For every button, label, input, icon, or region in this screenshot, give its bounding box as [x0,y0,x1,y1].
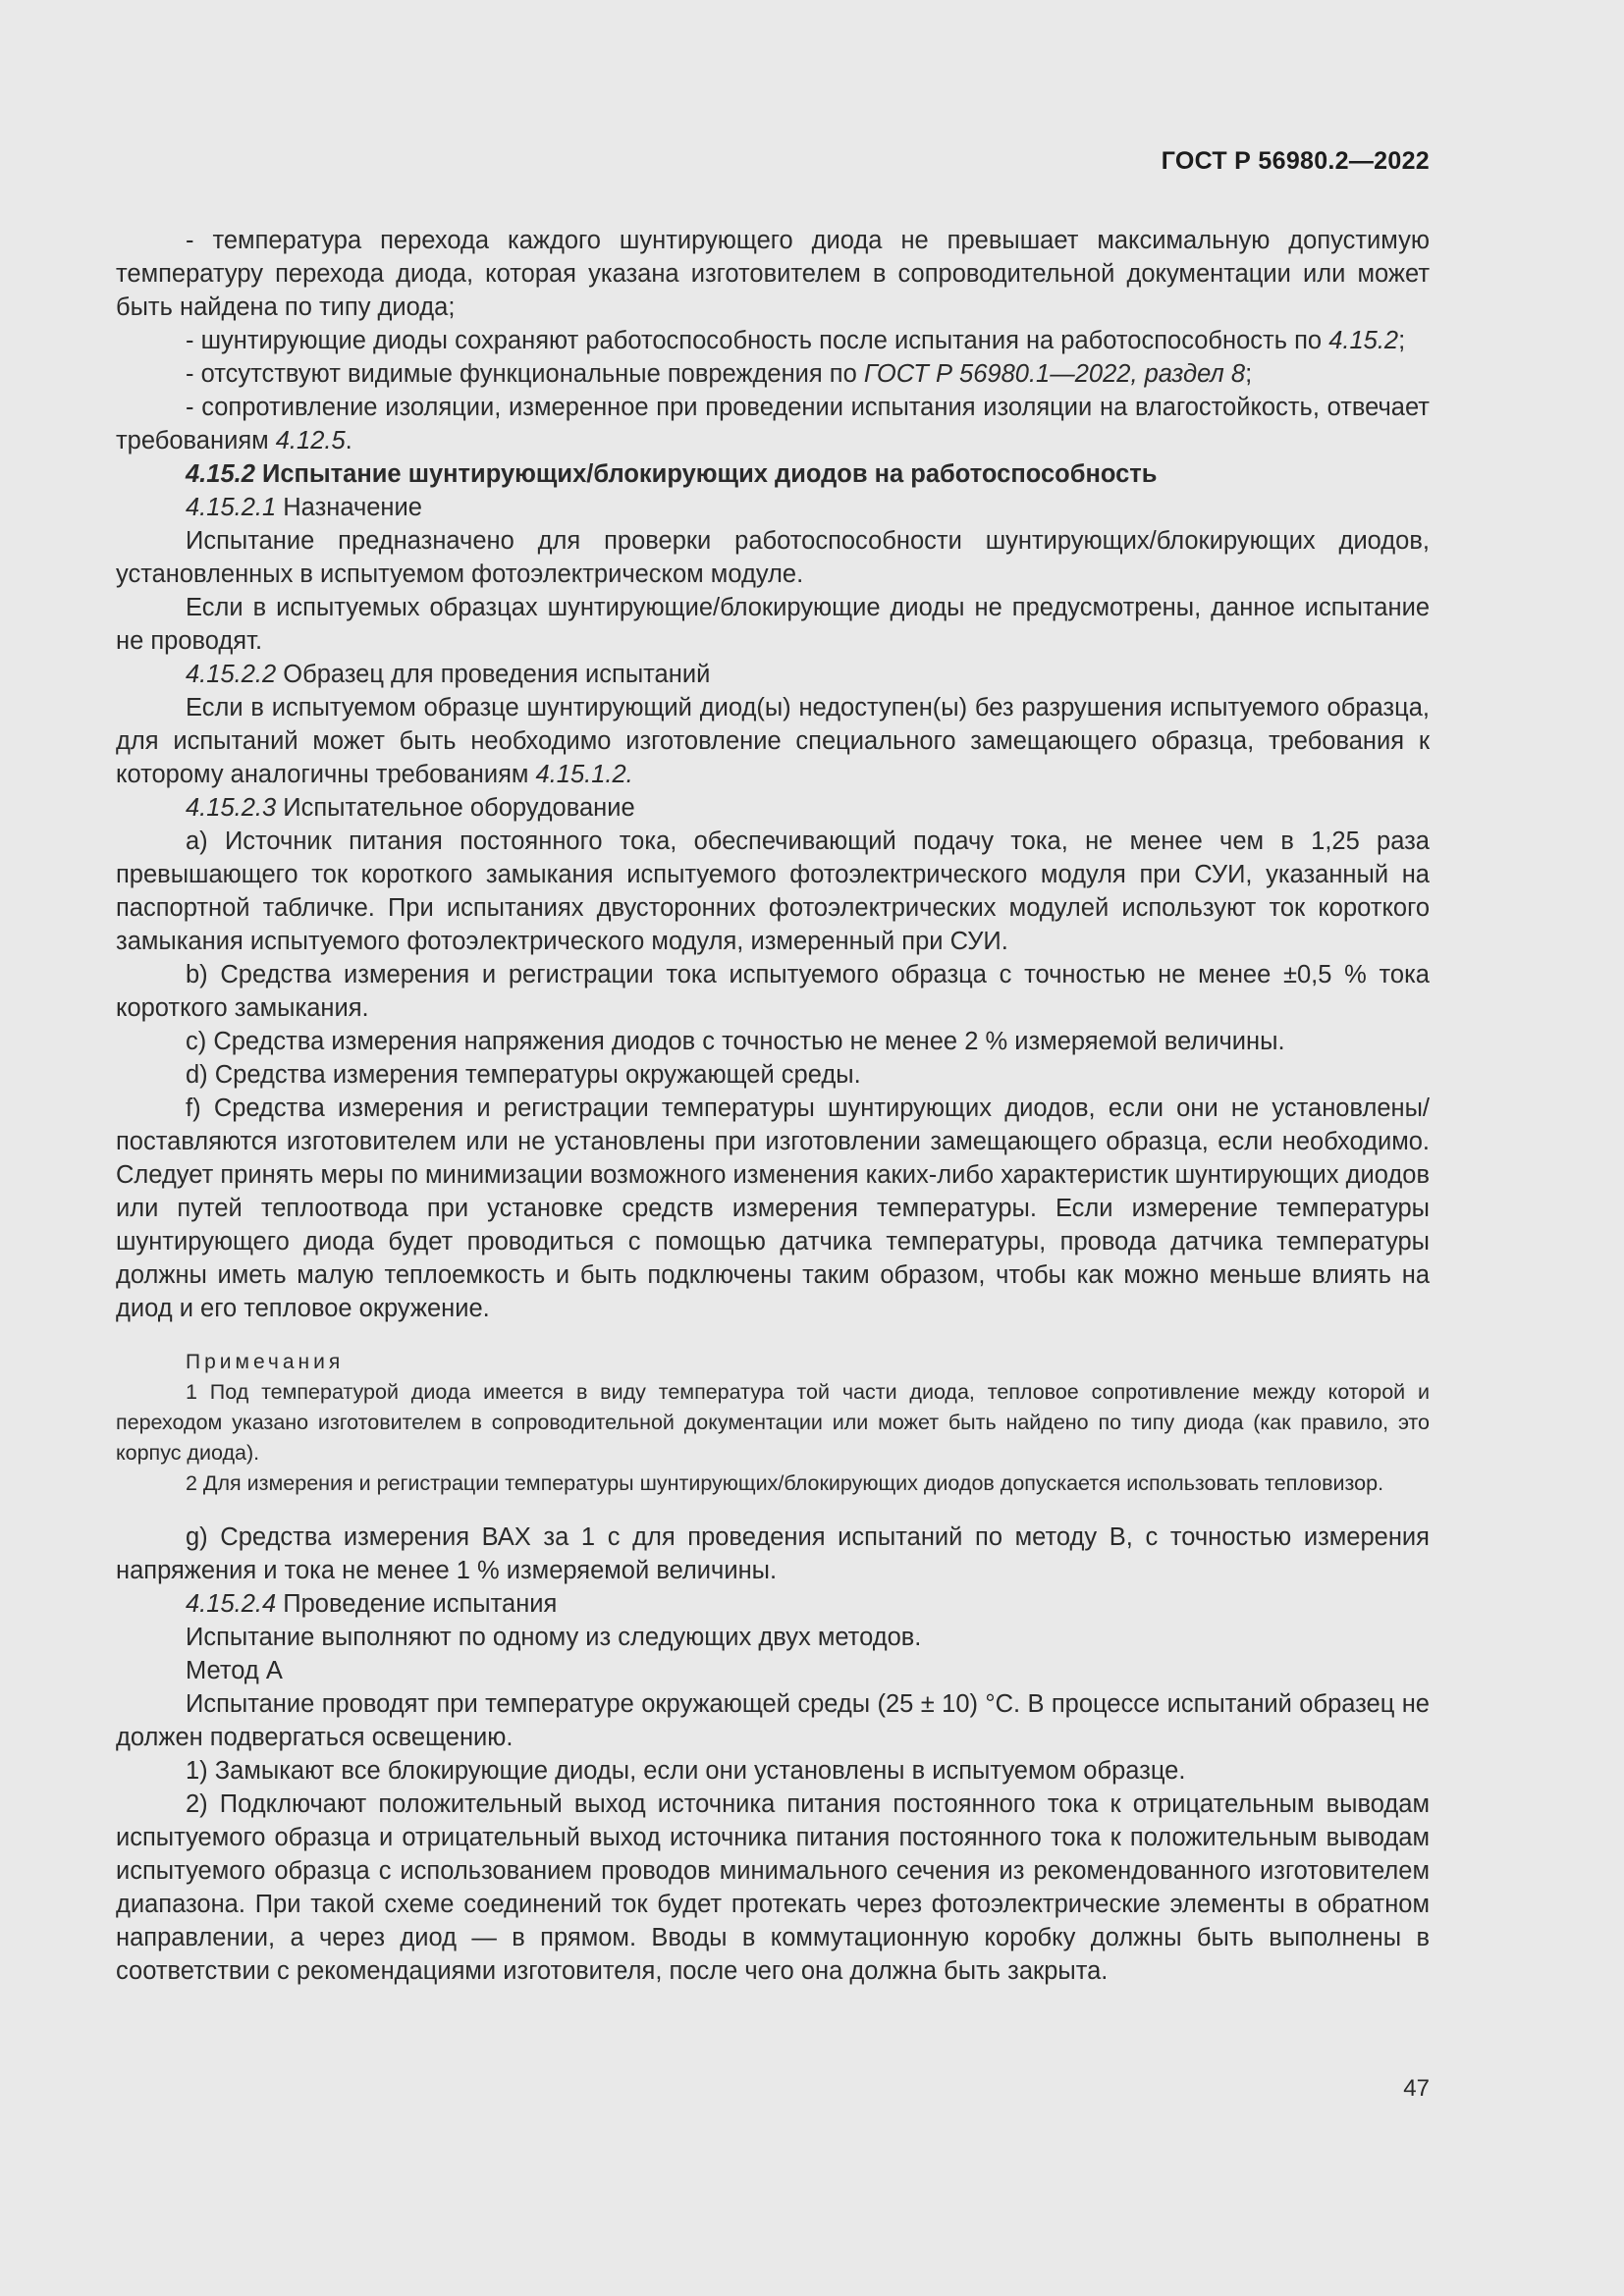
list-item: - отсутствуют видимые функциональные повреждения по ГОСТ Р 56980.1—2022, раздел 8; [186,360,1253,388]
paragraph: Если в испытуемом образце шунтирующий диод(ы) недоступен(ы) без разрушения испытуемого образца, для испытаний может быть необходимо изготовление специального замещающего образца, требования к которому аналогичны требованиям 4.15.1.2. [116,694,1430,788]
subsection-heading: 4.15.2.3 Испытательное оборудование [186,794,635,822]
list-item: d) Средства измерения температуры окружающей среды. [186,1061,861,1089]
list-item: g) Средства измерения ВАХ за 1 с для проведения испытаний по методу B, с точностью измерения напряжения и тока не менее 1 % измеряемой величины. [116,1523,1430,1584]
list-item: 2) Подключают положительный выход источника питания постоянного тока к отрицательным выводам испытуемого образца и отрицательный выход источника питания постоянного тока к положительным выводам испытуемого образца с использованием проводов минимального сечения из рекомендованного изготовителем диапазона. При такой схеме соединений ток будет протекать через фотоэлектрические элементы в обратном направлении, а через диод — в прямом. Вводы в коммутационную коробку должны быть выполнены в соответствии с рекомендациями изготовителя, после чего она должна быть закрыта. [116,1790,1430,1985]
section-heading: 4.15.2 Испытание шунтирующих/блокирующих диодов на работоспособность [186,460,1158,488]
list-item: c) Средства измерения напряжения диодов с точностью не менее 2 % измеряемой величины. [186,1028,1285,1055]
paragraph: Если в испытуемых образцах шунтирующие/блокирующие диоды не предусмотрены, данное испытание не проводят. [116,594,1430,655]
list-item: - сопротивление изоляции, измеренное при проведении испытания изоляции на влагостойкость, отвечает требованиям 4.12.5. [116,394,1430,454]
list-item: b) Средства измерения и регистрации тока испытуемого образца с точностью не менее ±0,5 % тока короткого замыкания. [116,961,1430,1022]
page-number: 47 [1403,2075,1430,2102]
subsection-heading: 4.15.2.4 Проведение испытания [186,1590,558,1618]
subsection-heading: 4.15.2.1 Назначение [186,494,422,521]
cross-reference[interactable]: 4.15.2 [1328,327,1399,354]
standard-header: ГОСТ Р 56980.2—2022 [1161,147,1430,175]
subsection-heading: 4.15.2.2 Образец для проведения испытаний [186,661,711,688]
notes-title: Примечания [186,1351,345,1373]
cross-reference[interactable]: 4.15.1.2. [535,761,633,788]
note: 2 Для измерения и регистрации температуры шунтирующих/блокирующих диодов допускается использовать тепловизор. [186,1471,1384,1495]
cross-reference[interactable]: ГОСТ Р 56980.1—2022, раздел 8 [863,360,1246,388]
notes-block [116,1347,1430,1499]
list-item: 1) Замыкают все блокирующие диоды, если они установлены в испытуемом образце. [186,1757,1186,1785]
method-title: Метод А [186,1657,283,1684]
note: 1 Под температурой диода имеется в виду температура той части диода, тепловое сопротивление между которой и переходом указано изготовителем в сопроводительной документации или может быть найдено по типу диода (как правило, это корпус диода). [116,1380,1430,1465]
paragraph: Испытание проводят при температуре окружающей среды (25 ± 10) °С. В процессе испытаний образец не должен подвергаться освещению. [116,1690,1430,1751]
paragraph: Испытание предназначено для проверки работоспособности шунтирующих/блокирующих диодов, установленных в испытуемом фотоэлектрическом модуле. [116,527,1430,588]
list-item: f) Средства измерения и регистрации температуры шунтирующих диодов, если они не установлены/поставляются изготовителем или не установлены при изготовлении замещающего образца, если необходимо. Следует принять меры по минимизации возможного изменения каких-либо характеристик шунтирующих диодов или путей теплоотвода при установке средств измерения температуры. Если измерение температуры шунтирующего диода будет проводиться с помощью датчика температуры, провода датчика температуры должны иметь малую теплоемкость и быть подключены таким образом, чтобы как можно меньше влиять на диод и его тепловое окружение. [116,1095,1430,1322]
paragraph: Испытание выполняют по одному из следующих двух методов. [186,1624,922,1651]
list-item: - температура перехода каждого шунтирующего диода не превышает максимальную допустимую температуру перехода диода, которая указана изготовителем в сопроводительной документации или может быть найдена по типу диода; [116,227,1430,321]
list-item: a) Источник питания постоянного тока, обеспечивающий подачу тока, не менее чем в 1,25 раза превышающего ток короткого замыкания испытуемого фотоэлектрического модуля при СУИ, указанный на паспортной табличке. При испытаниях двусторонних фотоэлектрических модулей используют ток короткого замыкания испытуемого фотоэлектрического модуля, измеренный при СУИ. [116,828,1430,955]
list-item: - шунтирующие диоды сохраняют работоспособность после испытания на работоспособность по 4.15.2; [186,327,1406,354]
document-body [116,224,1430,1988]
cross-reference[interactable]: 4.12.5 [275,427,346,454]
